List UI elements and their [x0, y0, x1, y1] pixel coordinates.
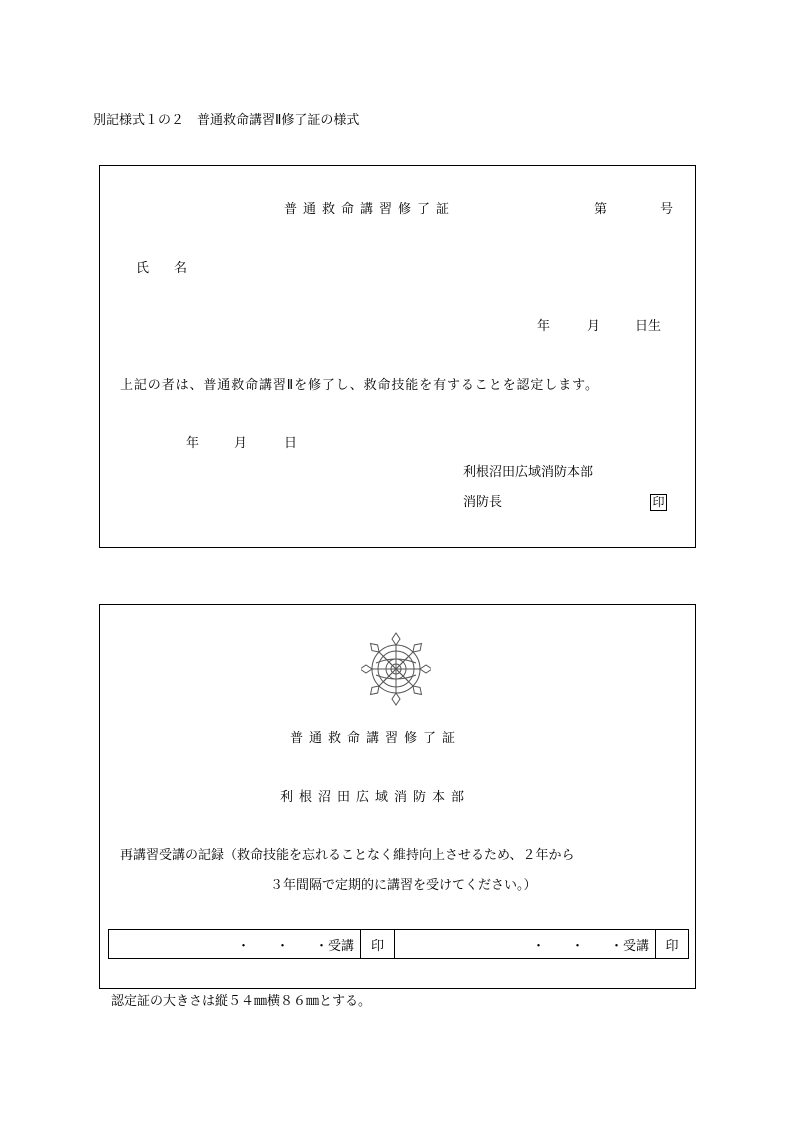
issuer-title: 消防長 — [463, 495, 503, 510]
refresher-record-note-line1: 再講習受講の記録（救命技能を忘れることなく維持向上させるため、２年から — [120, 848, 575, 863]
certificate-front-card — [99, 165, 696, 548]
table-row — [109, 930, 689, 959]
issue-month-label: 月 — [234, 436, 248, 451]
refresher-record-note-line2: ３年間隔で定期的に講習を受けてください。） — [270, 878, 537, 893]
record-seal-cell-1[interactable]: 印 — [361, 930, 395, 959]
birth-year-label: 年 — [537, 319, 551, 334]
certificate-back-card — [99, 604, 696, 989]
birth-month-label: 月 — [587, 319, 601, 334]
fire-department-emblem-icon — [361, 629, 431, 709]
back-card-organization: 利根沼田広域消防本部 — [280, 790, 471, 805]
issuer-organization: 利根沼田広域消防本部 — [463, 465, 594, 480]
seal-stamp: 印 — [650, 494, 667, 511]
birth-day-label: 日生 — [635, 319, 662, 334]
issue-day-label: 日 — [284, 436, 298, 451]
refresher-record-table — [108, 929, 689, 959]
name-label: 氏 名 — [136, 261, 194, 276]
record-date-cell-1[interactable]: ・ ・ ・受講 — [109, 930, 361, 959]
back-card-title: 普通救命講習修了証 — [290, 731, 462, 746]
record-seal-cell-2[interactable]: 印 — [656, 930, 689, 959]
document-heading: 別記様式１の２ 普通救命講習Ⅱ修了証の様式 — [93, 113, 360, 128]
certificate-number-go: 号 — [660, 202, 674, 217]
certification-statement: 上記の者は、普通救命講習Ⅱを修了し、救命技能を有することを認定します。 — [120, 378, 599, 393]
certificate-number-dai: 第 — [594, 202, 608, 217]
record-date-cell-2[interactable]: ・ ・ ・受講 — [395, 930, 656, 959]
issue-year-label: 年 — [186, 436, 200, 451]
front-card-title: 普通救命講習修了証 — [284, 202, 456, 217]
size-note: 認定証の大きさは縦５４㎜横８６㎜とする。 — [111, 994, 372, 1009]
